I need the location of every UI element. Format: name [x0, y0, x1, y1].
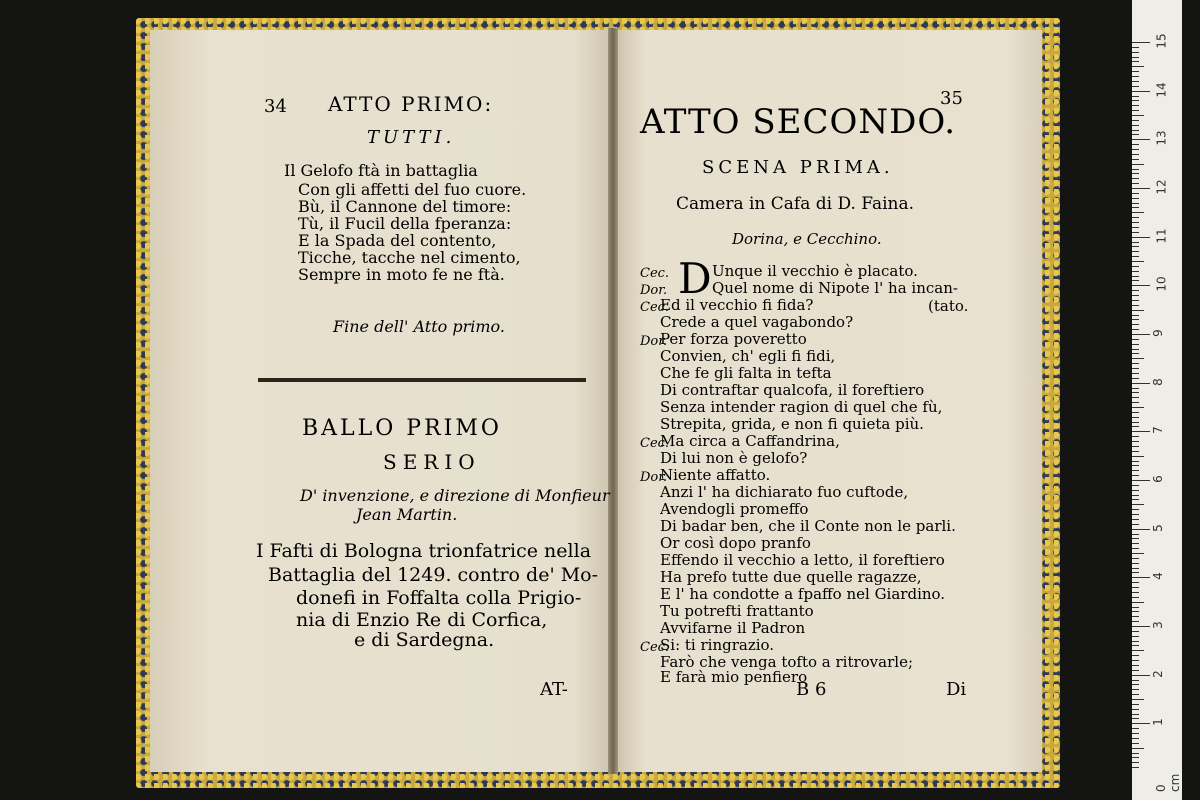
ruler-tick — [1132, 602, 1144, 603]
ruler-tick — [1132, 339, 1139, 340]
ruler-tick — [1132, 587, 1139, 588]
ruler-tick — [1132, 738, 1139, 739]
ruler-tick — [1132, 66, 1144, 67]
ruler-tick — [1132, 543, 1139, 544]
ruler-tick — [1132, 621, 1139, 622]
ruler-tick — [1132, 115, 1144, 116]
ruler-number: 11 — [1154, 228, 1169, 244]
drop-capital: D — [678, 254, 712, 303]
ruler-tick — [1132, 504, 1144, 505]
speaker-label: Cec. — [640, 436, 670, 451]
ruler-tick — [1132, 242, 1139, 243]
ruler-tick — [1132, 680, 1139, 681]
ruler-tick — [1132, 144, 1139, 145]
ruler-tick — [1132, 558, 1139, 559]
ruler-tick — [1132, 96, 1139, 97]
ruler-tick — [1132, 251, 1139, 252]
ruler-tick — [1132, 125, 1139, 126]
speaker-label: Dor. — [640, 283, 668, 298]
ruler-tick — [1132, 757, 1139, 758]
ruler-tick — [1132, 159, 1139, 160]
ruler-tick — [1132, 675, 1150, 676]
character-list: Dorina, e Cecchino. — [732, 230, 882, 248]
ruler-tick — [1132, 412, 1139, 413]
ruler-tick — [1132, 670, 1139, 671]
ruler-tick — [1132, 71, 1139, 72]
ruler-tick — [1132, 665, 1139, 666]
speaker-label: Cec. — [640, 300, 670, 315]
ruler-tick — [1132, 699, 1144, 700]
dialogue-line: Di contraftar qualcofa, il foreftiero — [660, 381, 925, 399]
ruler-tick — [1132, 718, 1139, 719]
ruler-tick — [1132, 86, 1139, 87]
scene-title: SCENA PRIMA. — [702, 157, 894, 178]
ruler-tick — [1132, 641, 1139, 642]
speaker-label: Cec. — [640, 266, 670, 281]
ruler-number: 13 — [1154, 130, 1169, 146]
ballo-subtitle: SERIO — [383, 450, 481, 474]
ruler-tick — [1132, 154, 1139, 155]
ruler-tick — [1132, 519, 1139, 520]
ruler-tick — [1132, 694, 1139, 695]
ruler-number: 8 — [1150, 377, 1165, 386]
ruler-tick — [1132, 183, 1139, 184]
ruler-tick — [1132, 203, 1139, 204]
ruler-tick — [1132, 207, 1139, 208]
dialogue-line: Unque il vecchio è placato. — [712, 262, 918, 280]
ruler-tick — [1132, 280, 1139, 281]
ruler-tick — [1132, 714, 1139, 715]
ruler-tick — [1132, 767, 1139, 768]
ruler-tick — [1132, 52, 1139, 53]
ruler-tick — [1132, 319, 1139, 320]
ruler-tick — [1132, 237, 1150, 238]
ballo-description-line: Battaglia del 1249. contro de' Mo- — [268, 564, 599, 586]
ruler-number: 14 — [1154, 82, 1169, 98]
ruler-tick — [1132, 407, 1144, 408]
ruler-tick — [1132, 256, 1139, 257]
ruler-number: 12 — [1154, 179, 1169, 195]
ruler-tick — [1132, 636, 1139, 637]
ruler-tick — [1132, 290, 1139, 291]
ruler-tick — [1132, 592, 1139, 593]
ruler-number: 5 — [1150, 523, 1165, 532]
dialogue-line: Quel nome di Nipote l' ha incan- — [712, 279, 958, 297]
ruler-tick — [1132, 373, 1139, 374]
ruler-tick — [1132, 164, 1144, 165]
ruler-number: 10 — [1154, 276, 1169, 292]
dialogue-line: Ed il vecchio fi fida? — [660, 296, 814, 314]
ruler-tick — [1132, 650, 1144, 651]
speaker-label: Dor. — [640, 470, 668, 485]
verse-line: E la Spada del contento, — [298, 231, 497, 250]
ruler-number: 0 cm — [1154, 773, 1182, 792]
verse-line: Ticche, tacche nel cimento, — [298, 248, 521, 267]
ruler-tick — [1132, 76, 1139, 77]
speaker-label: Dor. — [640, 334, 668, 349]
ruler-tick — [1132, 548, 1139, 549]
ruler-tick — [1132, 266, 1139, 267]
ruler-tick — [1132, 743, 1139, 744]
ruler-tick — [1132, 431, 1150, 432]
ruler-tick — [1132, 358, 1144, 359]
dialogue-line: Di badar ben, che il Conte non le parli. — [660, 517, 956, 535]
dialogue-line: Anzi l' ha dichiarato fuo cuftode, — [660, 483, 909, 501]
ruler-tick — [1132, 315, 1139, 316]
ruler-number: 3 — [1150, 621, 1165, 629]
ruler-tick — [1132, 529, 1150, 530]
ruler-tick — [1132, 451, 1139, 452]
ruler-tick — [1132, 495, 1139, 496]
section-divider — [258, 378, 586, 382]
ruler-number: 4 — [1150, 572, 1165, 581]
ruler-tick — [1132, 611, 1139, 612]
left-page-number: 34 — [264, 96, 287, 117]
verse-line: Sempre in moto fe ne ftà. — [298, 265, 505, 284]
ballo-description-line: e di Sardegna. — [354, 629, 495, 651]
ruler-tick — [1132, 110, 1139, 111]
ruler-tick — [1132, 188, 1150, 189]
ruler-tick — [1132, 271, 1139, 272]
dialogue-line: E l' ha condotte a fpaffo nel Giardino. — [660, 585, 946, 603]
verse-line: Il Gelofo ftà in battaglia — [284, 161, 478, 180]
ruler-tick — [1132, 81, 1139, 82]
ruler-tick — [1132, 762, 1139, 763]
ruler-tick — [1132, 655, 1139, 656]
ruler-tick — [1132, 310, 1144, 311]
ruler-tick — [1132, 353, 1139, 354]
measuring-ruler — [1132, 0, 1182, 800]
ruler-tick — [1132, 178, 1139, 179]
ruler-tick — [1132, 524, 1139, 525]
ruler-tick — [1132, 130, 1139, 131]
ruler-tick — [1132, 509, 1139, 510]
dialogue-line: Crede a quel vagabondo? — [660, 313, 854, 331]
dialogue-line: Avvifarne il Padron — [660, 619, 806, 637]
ruler-tick — [1132, 417, 1139, 418]
ruler-tick — [1132, 485, 1139, 486]
ruler-tick — [1132, 91, 1150, 92]
ruler-tick — [1132, 748, 1144, 749]
running-header: ATTO PRIMO: — [328, 92, 494, 116]
ruler-tick — [1132, 105, 1139, 106]
ruler-tick — [1132, 193, 1139, 194]
ruler-tick — [1132, 534, 1139, 535]
right-page-number: 35 — [940, 88, 963, 109]
ruler-tick — [1132, 626, 1150, 627]
ruler-tick — [1132, 660, 1139, 661]
ruler-tick — [1132, 582, 1139, 583]
verse-line: Bù, il Cannone del timore: — [298, 197, 512, 216]
ruler-tick — [1132, 198, 1139, 199]
ruler-tick — [1132, 461, 1139, 462]
ruler-tick — [1132, 577, 1150, 578]
ruler-number: 6 — [1150, 475, 1165, 483]
ruler-tick — [1132, 733, 1139, 734]
dialogue-line: Per forza poveretto — [660, 330, 807, 348]
ruler-tick — [1132, 446, 1139, 447]
ruler-tick — [1132, 285, 1150, 286]
ruler-tick — [1132, 402, 1139, 403]
ruler-tick — [1132, 456, 1144, 457]
ruler-tick — [1132, 572, 1139, 573]
ruler-tick — [1132, 514, 1139, 515]
dialogue-line: E farà mio penfiero — [660, 668, 808, 686]
ruler-tick — [1132, 704, 1139, 705]
ruler-tick — [1132, 305, 1139, 306]
ruler-tick — [1132, 149, 1139, 150]
ruler-tick — [1132, 139, 1150, 140]
ruler-tick — [1132, 42, 1150, 43]
ruler-tick — [1132, 397, 1139, 398]
ruler-tick — [1132, 563, 1139, 564]
ruler-tick — [1132, 324, 1139, 325]
speaker-heading: TUTTI. — [367, 127, 456, 148]
ruler-tick — [1132, 57, 1139, 58]
ruler-tick — [1132, 607, 1139, 608]
turnover-text: (tato. — [928, 297, 969, 315]
catchword: AT- — [540, 679, 568, 700]
ruler-tick — [1132, 334, 1150, 335]
ruler-number: 7 — [1150, 426, 1165, 435]
verse-line: Con gli affetti del fuo cuore. — [298, 180, 527, 199]
ruler-tick — [1132, 368, 1139, 369]
ruler-tick — [1132, 465, 1139, 466]
ruler-tick — [1132, 470, 1139, 471]
ruler-number: 2 — [1150, 669, 1165, 678]
ruler-tick — [1132, 568, 1139, 569]
ruler-tick — [1132, 441, 1139, 442]
ruler-tick — [1132, 344, 1139, 345]
ballo-description-line: donefi in Foffalta colla Prigio- — [296, 587, 582, 609]
book-gutter — [608, 28, 618, 774]
catchword: Di — [946, 679, 967, 700]
ruler-tick — [1132, 232, 1139, 233]
ballo-title: BALLO PRIMO — [302, 416, 502, 441]
dialogue-line: Senza intender ragion di quel che fù, — [660, 398, 943, 416]
dialogue-line: Effendo il vecchio a letto, il foreftiero — [660, 551, 945, 569]
ruler-tick — [1132, 753, 1139, 754]
end-of-act-note: Fine dell' Atto primo. — [333, 317, 505, 336]
ruler-tick — [1132, 173, 1139, 174]
ruler-tick — [1132, 616, 1139, 617]
ruler-tick — [1132, 295, 1139, 296]
dialogue-line: Si: ti ringrazio. — [660, 636, 775, 654]
ruler-tick — [1132, 212, 1144, 213]
dialogue-line: Ha prefo tutte due quelle ragazze, — [660, 568, 922, 586]
ruler-tick — [1132, 422, 1139, 423]
ruler-tick — [1132, 100, 1139, 101]
ruler-tick — [1132, 499, 1139, 500]
ruler-number: 1 — [1150, 718, 1165, 727]
ruler-tick — [1132, 329, 1139, 330]
verse-line: Tù, il Fucil della fperanza: — [298, 214, 512, 233]
ruler-number: 9 — [1150, 329, 1165, 337]
ruler-tick — [1132, 728, 1139, 729]
scene-setting: Camera in Cafa di D. Faina. — [676, 194, 915, 214]
ruler-number: 15 — [1154, 33, 1169, 49]
ruler-tick — [1132, 631, 1139, 632]
ruler-tick — [1132, 61, 1139, 62]
dialogue-line: Tu potrefti frattanto — [660, 602, 814, 620]
ruler-tick — [1132, 645, 1139, 646]
ruler-tick — [1132, 388, 1139, 389]
ruler-tick — [1132, 553, 1144, 554]
dialogue-line: Niente affatto. — [660, 466, 771, 484]
ruler-tick — [1132, 378, 1139, 379]
ruler-tick — [1132, 349, 1139, 350]
invention-credit-name: Jean Martin. — [356, 505, 458, 524]
ruler-tick — [1132, 134, 1139, 135]
ruler-tick — [1132, 217, 1139, 218]
ruler-tick — [1132, 383, 1150, 384]
ruler-tick — [1132, 392, 1139, 393]
ruler-tick — [1132, 261, 1144, 262]
ruler-tick — [1132, 436, 1139, 437]
dialogue-line: Di lui non è gelofo? — [660, 449, 808, 467]
ruler-tick — [1132, 169, 1139, 170]
dialogue-line: Strepita, grida, e non fi quieta più. — [660, 415, 924, 433]
ruler-tick — [1132, 538, 1139, 539]
ruler-tick — [1132, 363, 1139, 364]
dialogue-line: Convien, ch' egli fi fidi, — [660, 347, 836, 365]
ruler-tick — [1132, 709, 1139, 710]
ruler-tick — [1132, 246, 1139, 247]
ruler-tick — [1132, 426, 1139, 427]
dialogue-line: Ma circa a Caffandrina, — [660, 432, 840, 450]
signature-mark: B 6 — [796, 679, 827, 700]
ruler-tick — [1132, 689, 1139, 690]
ballo-description-line: nia di Enzio Re di Corfica, — [296, 609, 548, 631]
ruler-tick — [1132, 120, 1139, 121]
ruler-tick — [1132, 723, 1150, 724]
ruler-tick — [1132, 684, 1139, 685]
ruler-tick — [1132, 276, 1139, 277]
dialogue-line: Avendogli promeffo — [660, 500, 809, 518]
dialogue-line: Farò che venga tofto a ritrovarle; — [660, 653, 913, 671]
ruler-tick — [1132, 490, 1139, 491]
ruler-tick — [1132, 300, 1139, 301]
ruler-tick — [1132, 227, 1139, 228]
ruler-tick — [1132, 480, 1150, 481]
act-title: ATTO SECONDO. — [640, 102, 957, 142]
invention-credit: D' invenzione, e direzione di Monfieur — [300, 486, 610, 505]
dialogue-line: Che fe gli falta in tefta — [660, 364, 832, 382]
dialogue-line: Or così dopo pranfo — [660, 534, 811, 552]
ruler-tick — [1132, 222, 1139, 223]
ballo-description-line: I Fafti di Bologna trionfatrice nella — [256, 540, 592, 562]
ruler-tick — [1132, 475, 1139, 476]
ruler-tick — [1132, 47, 1139, 48]
ruler-tick — [1132, 597, 1139, 598]
speaker-label: Cec. — [640, 640, 670, 655]
